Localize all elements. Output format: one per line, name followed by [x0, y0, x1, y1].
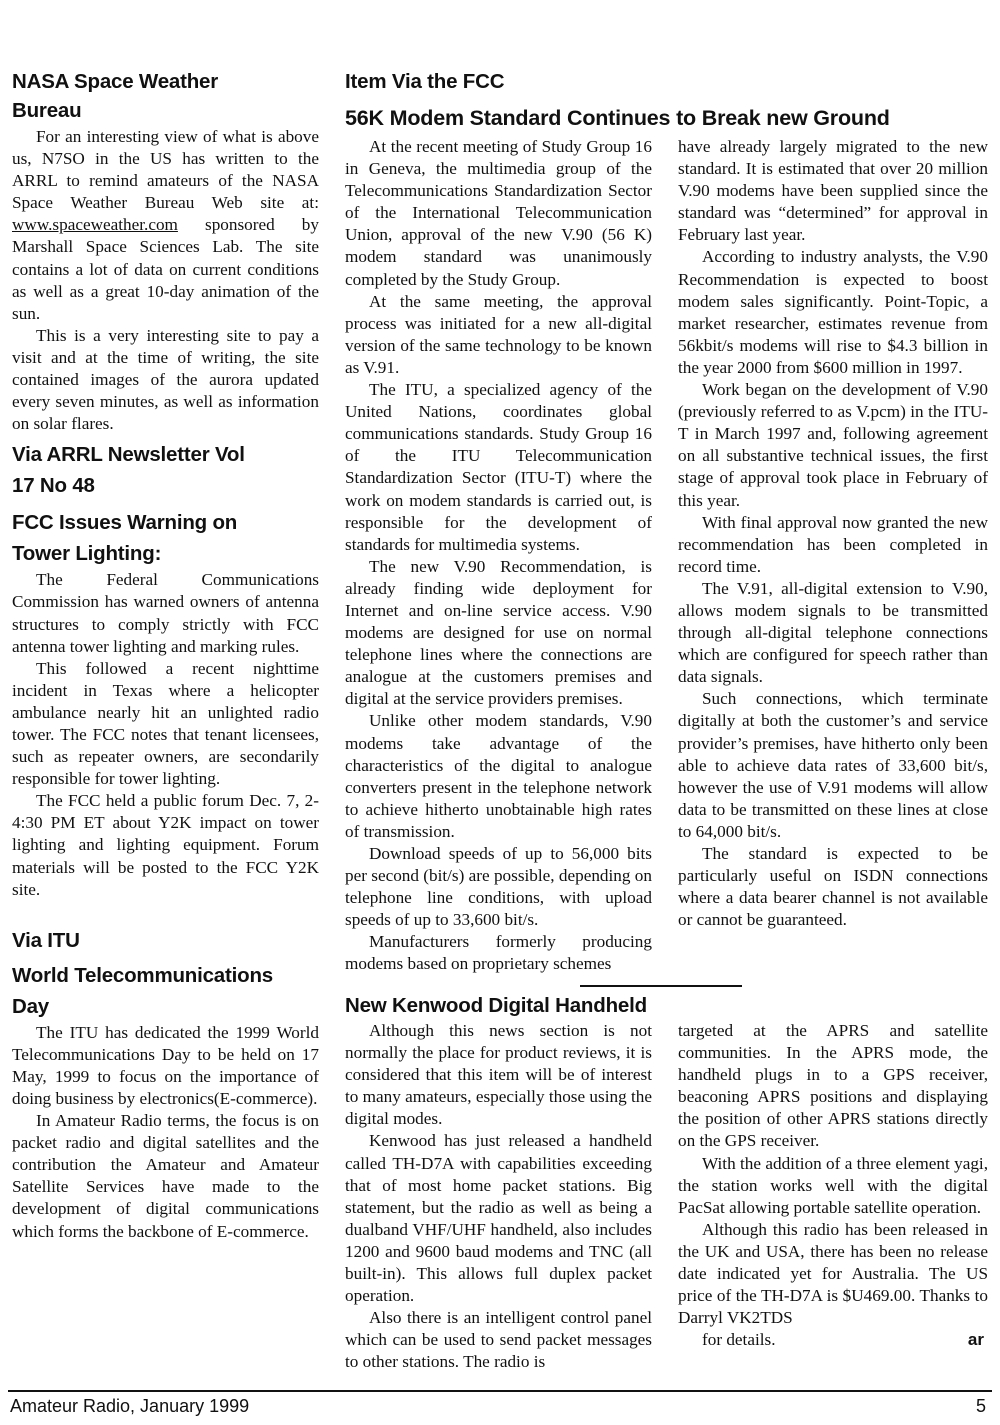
nasa-paragraph-2: This is a very interesting site to pay a visit and at the time of writing, the site contained images of the aurora updated every seven minutes, as well as information on solar flares.: [12, 325, 319, 434]
modem-paragraph: Manufacturers formerly producing modems based on proprietary schemes: [345, 932, 652, 974]
arrl-heading-line2: 17 No 48: [12, 474, 95, 498]
kenwood-paragraph: Also there is an intelligent control panel which can be used to send packet messages to other stations. The radio is: [345, 1308, 652, 1372]
kenwood-paragraph: With the addition of a three element yagi, the station works well with the digital PacSat allowing portable satellite operation.: [678, 1153, 988, 1217]
modem-paragraph: The ITU, a specialized agency of the United Nations, coordinates global communications standards. Study Group 16 of the ITU Telecommunication Standardization Sector (ITU-T) where the work on modem standards is carried out, is responsible for the development of standards for multimedia systems.: [345, 380, 652, 554]
kenwood-article-right-column: [678, 1020, 988, 1351]
footer-rule: [8, 1390, 992, 1392]
kenwood-last-line: for details. ar: [678, 1329, 988, 1351]
modem-paragraph: With final approval now granted the new recommendation has been completed in record time.: [678, 512, 988, 576]
spaceweather-link[interactable]: www.spaceweather.com: [12, 215, 178, 235]
itu-heading-line2: Day: [12, 994, 50, 1018]
section-divider: [580, 985, 742, 987]
modem-paragraph: Work began on the development of V.90 (previously referred to as V.pcm) in the ITU-T in March 1997 and, following agreement on all substantive technical issues, the first stage of approval took place in February of this year.: [678, 380, 988, 510]
itu-heading-line1: World Telecommunications: [12, 963, 273, 987]
itu-via-heading: Via ITU: [12, 928, 80, 952]
tower-heading-line1: FCC Issues Warning on: [12, 511, 238, 535]
nasa-heading-line2: Bureau: [12, 99, 82, 122]
nasa-article: [12, 126, 319, 435]
modem-paragraph: At the recent meeting of Study Group 16 in Geneva, the multimedia group of the Telecommunications Standardization Sector of the International Telecommunication Union, approval of the new V.90 (56 K) modem standard was unanimously completed by the Study Group.: [345, 137, 652, 289]
modem-article-right-column: [678, 136, 988, 931]
modem-paragraph: The standard is expected to be particularly useful on ISDN connections where a data bearer channel is not available or cannot be guaranteed.: [678, 844, 988, 930]
modem-continuation: have already largely migrated to the new standard. It is estimated that over 20 million V.90 modems have been supplied since the standard was “determined” for approval in February last year.: [678, 137, 988, 245]
modem-paragraph: At the same meeting, the approval process was initiated for a new all-digital version of the same technology to be known as V.91.: [345, 291, 652, 377]
modem-article-left-column: [345, 136, 652, 976]
modem-paragraph: Unlike other modem standards, V.90 modems take advantage of the characteristics of the digital to analogue converters present in the telephone network to achieve hitherto unobtainable high rates of transmission.: [345, 711, 652, 841]
tower-paragraph-2: This followed a recent nighttime incident in Texas where a helicopter ambulance nearly hit an unlighted radio tower. The FCC notes that tenant licensees, such as repeater owners, are secondarily responsible for tower lighting.: [12, 658, 319, 789]
itu-article: [12, 1022, 319, 1243]
tower-paragraph-1: The Federal Communications Commission has warned owners of antenna structures to comply strictly with FCC antenna tower lighting and marking rules.: [12, 570, 319, 656]
fcc-via-heading: Item Via the FCC: [345, 70, 505, 93]
modem-paragraph: Such connections, which terminate digitally at both the customer’s and service provider’s premises, have hitherto only been able to achieve data rates of 33,600 bit/s, however the use of V.91 modems will allow data to be transmitted on these lines at close to 64,000 bit/s.: [678, 689, 988, 841]
modem-paragraph: Download speeds of up to 56,000 bits per second (bit/s) are possible, depending on telephone line conditions, with upload speeds of up to 33,600 bit/s.: [345, 844, 652, 930]
tower-article: [12, 569, 319, 900]
modem-paragraph: The V.91, all-digital extension to V.90, allows modem signals to be transmitted through all-digital telephone connections which are configured for speech rather than data signals.: [678, 578, 988, 687]
end-of-article-mark: ar: [967, 1330, 984, 1350]
kenwood-article-left-column: [345, 1020, 652, 1374]
kenwood-continuation: targeted at the APRS and satellite communities. In the APRS mode, the handheld plugs in to a GPS receiver, beaconing APRS positions and displaying the position of other APRS stations directly on the GPS receiver.: [678, 1021, 988, 1151]
modem-article-title: 56K Modem Standard Continues to Break new Ground: [345, 106, 890, 130]
tower-heading-line2: Tower Lighting:: [12, 542, 162, 566]
tower-paragraph-3: The FCC held a public forum Dec. 7, 2-4:30 PM ET about Y2K impact on tower lighting and lighting equipment. Forum materials will be posted to the FCC Y2K site.: [12, 791, 319, 899]
nasa-heading-line1: NASA Space Weather: [12, 70, 219, 93]
publication-footer: Amateur Radio, January 1999: [10, 1396, 250, 1416]
modem-paragraph: The new V.90 Recommendation, is already finding wide deployment for Internet and on-line service access. V.90 modems are designed for use on normal telephone lines where the connections are analogue at the customers premises and digital at the service providers premises.: [345, 556, 652, 709]
kenwood-paragraph: Although this radio has been released in the UK and USA, there has been no release date indicated yet for Australia. The US price of the TH-D7A is $U469.00. Thanks to Darryl VK2TDS: [678, 1219, 988, 1328]
itu-paragraph-2: In Amateur Radio terms, the focus is on packet radio and digital satellites and the contribution the Amateur and Amateur Satellite Services have made to the development of digital communications which forms the backbone of E-commerce.: [12, 1111, 319, 1241]
left-column: [12, 66, 319, 1243]
modem-article-headings: [345, 66, 985, 134]
kenwood-article-title: New Kenwood Digital Handheld: [345, 994, 647, 1017]
kenwood-paragraph: Kenwood has just released a handheld called TH-D7A with capabilities exceeding that of most home packet stations. Big statement, but the radio as well as being a dualband VHF/UHF handheld, also includes 1200 and 9600 baud modems and TNC (all built-in). This allows full duplex packet operation.: [345, 1131, 652, 1306]
itu-paragraph-1: The ITU has dedicated the 1999 World Telecommunications Day to be held on 17 May, 1999 to focus on the importance of doing business by electronics(E-commerce).: [12, 1022, 319, 1108]
modem-paragraph: According to industry analysts, the V.90 Recommendation is expected to boost modem sales significantly. Point-Topic, a market researcher, estimates revenue from 56kbit/s modems will rise to $4.3 billion in the year 2000 from $600 million in 1997.: [678, 247, 988, 377]
nasa-paragraph-1: For an interesting view of what is above us, N7SO in the US has written to the ARRL to remind amateurs of the NASA Space Weather Bureau Web site at: www.spaceweather.com sponsored by Marshall Space Sciences Lab. The site contains a lot of data on current conditions as well as a great 10-day animation of the sun.: [12, 127, 319, 323]
page-number: 5: [975, 1396, 986, 1416]
arrl-heading-line1: Via ARRL Newsletter Vol: [12, 443, 245, 467]
kenwood-paragraph: Although this news section is not normally the place for product reviews, it is considered that this item will be of interest to many amateurs, especially those using the digital modes.: [345, 1021, 652, 1129]
